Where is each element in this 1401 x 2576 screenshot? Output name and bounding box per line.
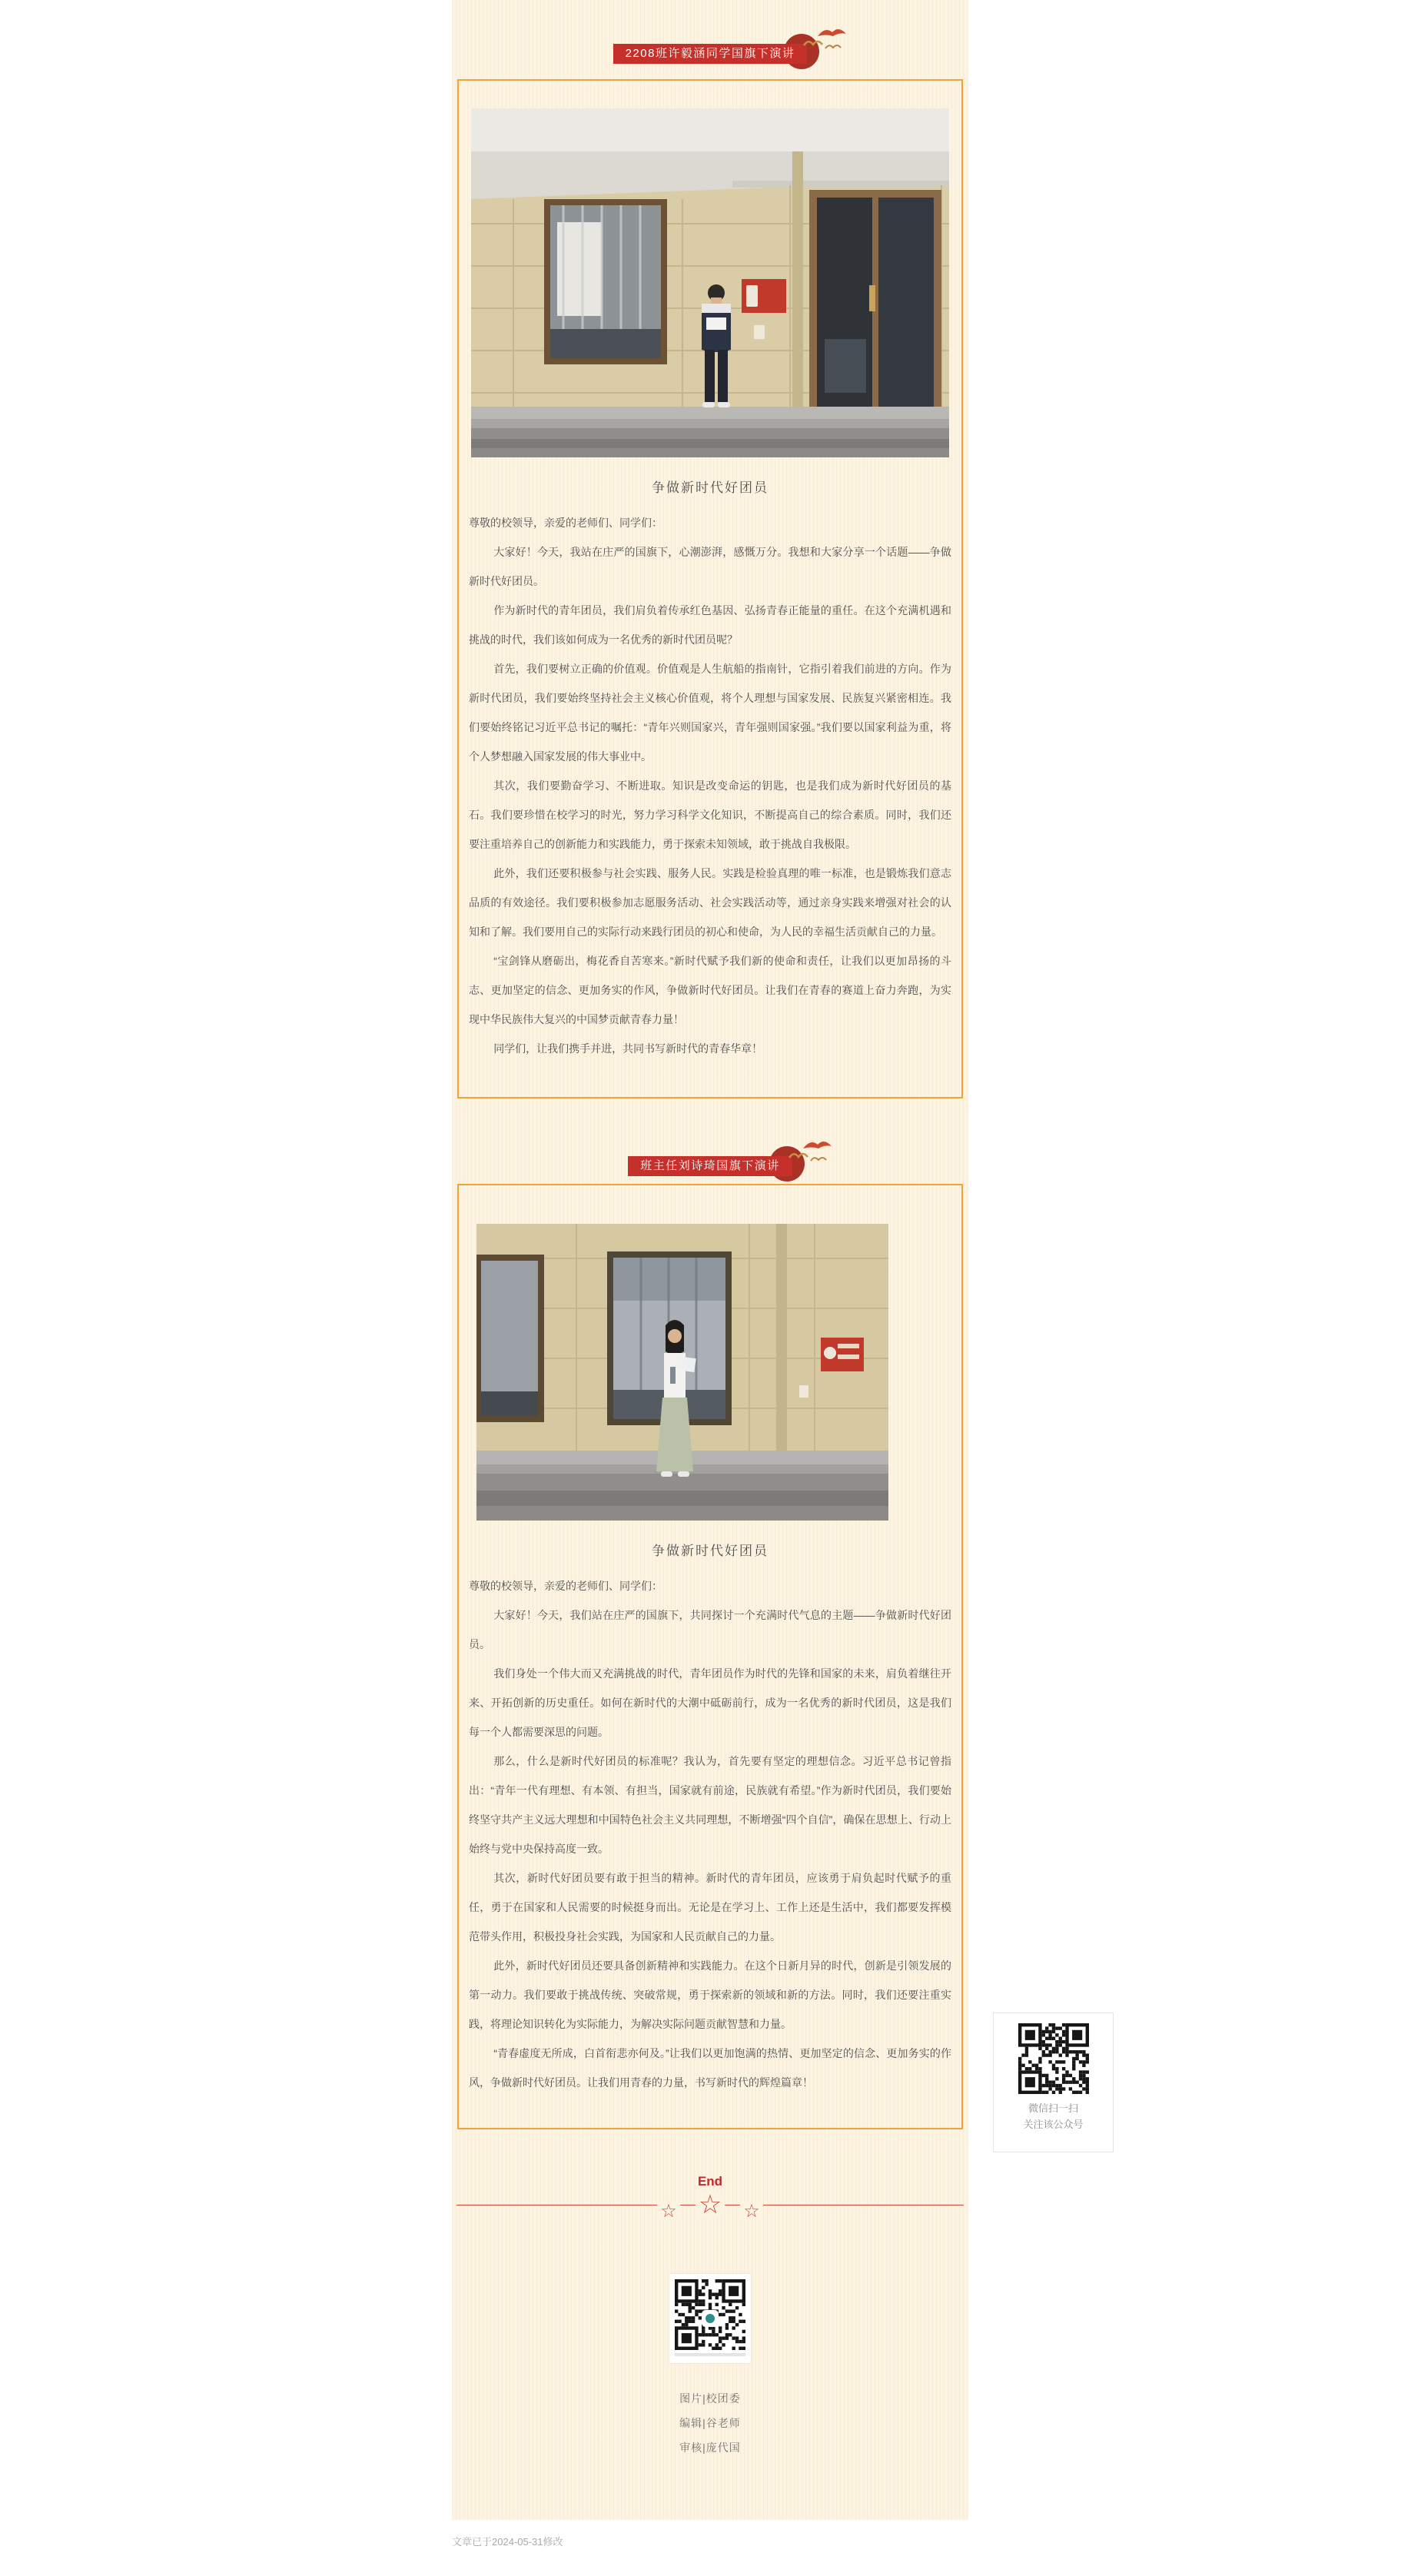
article-qr-code bbox=[669, 2274, 751, 2363]
photo-teacher-speech-image bbox=[476, 1224, 888, 1521]
photo-student-speech-image bbox=[471, 108, 949, 457]
photo-student-speech[interactable] bbox=[471, 108, 949, 457]
birds-icon bbox=[795, 24, 850, 61]
section2-paragraphs bbox=[469, 1600, 951, 2097]
star-icon: ☆ bbox=[657, 2202, 680, 2220]
section2-speech-text bbox=[469, 1571, 951, 2097]
section1-banner-title: 2208班许毅涵同学国旗下演讲 bbox=[613, 44, 808, 64]
speech-paragraph: 此外，我们还要积极参与社会实践、服务人民。实践是检验真理的唯一标准，也是锻炼我们意志品质的有效途径。我们要积极参加志愿服务活动、社会实践活动等，通过亲身实践来增强对社会的认知和了解。我们要用自己的实际行动来践行团员的初心和使命，为人民的幸福生活贡献自己的力量。 bbox=[469, 867, 951, 938]
birds-icon bbox=[780, 1136, 835, 1173]
section2-banner-title: 班主任刘诗琦国旗下演讲 bbox=[628, 1156, 792, 1176]
article-content-column bbox=[452, 0, 968, 2520]
section2-banner bbox=[452, 1156, 968, 1176]
end-divider bbox=[452, 2172, 968, 2222]
star-icon: ☆ bbox=[740, 2202, 763, 2220]
article-modified-note: 文章已于2024-05-31修改 bbox=[452, 2536, 563, 2548]
section1-banner bbox=[452, 44, 968, 64]
section1-speech-title: 争做新时代好团员 bbox=[652, 480, 769, 495]
qr-center-logo bbox=[702, 2310, 719, 2327]
speech-paragraph: “宝剑锋从磨砺出，梅花香自苦寒来。”新时代赋予我们新的使命和责任，让我们以更加昂扬的斗志、更加坚定的信念、更加务实的作风，争做新时代好团员。让我们在青春的赛道上奋力奔跑，为实现中华民族伟大复兴的中国梦贡献青春力量！ bbox=[469, 955, 951, 1025]
section1-box bbox=[457, 79, 963, 1099]
photo-teacher-speech[interactable] bbox=[476, 1224, 888, 1521]
speech-paragraph: 那么，什么是新时代好团员的标准呢？我认为，首先要有坚定的理想信念。习近平总书记曾指出：“青年一代有理想、有本领、有担当，国家就有前途，民族就有希望。”作为新时代团员，我们要始终坚守共产主义远大理想和中国特色社会主义共同理想，不断增强“四个自信”，确保在思想上、行动上始终与党中央保持高度一致。 bbox=[469, 1755, 951, 1855]
credit-line: 审核|庞代国 bbox=[679, 2441, 741, 2454]
section1-paragraphs bbox=[469, 537, 951, 1063]
follow-panel-line1: 微信扫一扫 bbox=[1028, 2102, 1078, 2114]
speech-paragraph: 其次，新时代好团员要有敢于担当的精神。新时代的青年团员，应该勇于肩负起时代赋予的重任，勇于在国家和人民需要的时候挺身而出。无论是在学习上、工作上还是生活中，我们都要发挥模范带头作用，积极投身社会实践，为国家和人民贡献自己的力量。 bbox=[469, 1872, 951, 1943]
speech-paragraph: 大家好！今天，我们站在庄严的国旗下，共同探讨一个充满时代气息的主题——争做新时代好团员。 bbox=[469, 1609, 951, 1650]
end-label: End bbox=[697, 2174, 723, 2189]
credits-list bbox=[452, 2386, 968, 2460]
section1-speech-text bbox=[469, 508, 951, 1063]
follow-panel-line2: 关注该公众号 bbox=[1023, 2119, 1084, 2130]
wechat-follow-panel bbox=[993, 2013, 1114, 2152]
speech-paragraph: 我们身处一个伟大而又充满挑战的时代，青年团员作为时代的先锋和国家的未来，肩负着继往开来、开拓创新的历史重任。如何在新时代的大潮中砥砺前行，成为一名优秀的新时代团员，这是我们每一个人都需要深思的问题。 bbox=[469, 1667, 951, 1738]
speech-paragraph: 作为新时代的青年团员，我们肩负着传承红色基因、弘扬青春正能量的重任。在这个充满机遇和挑战的时代，我们该如何成为一名优秀的新时代团员呢？ bbox=[469, 604, 951, 646]
section2-box bbox=[457, 1184, 963, 2129]
speech-paragraph: “青春虚度无所成，白首衔悲亦何及。”让我们以更加饱满的热情、更加坚定的信念、更加务实的作风，争做新时代好团员。让我们用青春的力量，书写新时代的辉煌篇章！ bbox=[469, 2047, 951, 2089]
section2-speech-title: 争做新时代好团员 bbox=[652, 1544, 769, 1558]
section2-greeting: 尊敬的校领导，亲爱的老师们、同学们： bbox=[469, 1580, 662, 1592]
qr-watermark bbox=[675, 2353, 745, 2356]
speech-paragraph: 首先，我们要树立正确的价值观。价值观是人生航船的指南针，它指引着我们前进的方向。作为新时代团员，我们要始终坚持社会主义核心价值观，将个人理想与国家发展、民族复兴紧密相连。我们要始终铭记习近平总书记的嘱托：“青年兴则国家兴，青年强则国家强。”我们要以国家利益为重，将个人梦想融入国家发展的伟大事业中。 bbox=[469, 663, 951, 763]
credit-line: 图片|校团委 bbox=[679, 2392, 741, 2405]
speech-paragraph: 此外，新时代好团员还要具备创新精神和实践能力。在这个日新月异的时代，创新是引领发展的第一动力。我们要敢于挑战传统、突破常规，勇于探索新的领域和新的方法。同时，我们还要注重实践，将理论知识转化为实际能力，为解决实际问题贡献智慧和力量。 bbox=[469, 1959, 951, 2030]
section1-greeting: 尊敬的校领导，亲爱的老师们、同学们： bbox=[469, 517, 662, 529]
credit-line: 编辑|谷老师 bbox=[679, 2417, 741, 2429]
follow-qr-code-image bbox=[1018, 2023, 1089, 2094]
speech-paragraph: 其次，我们要勤奋学习、不断进取。知识是改变命运的钥匙，也是我们成为新时代好团员的基石。我们要珍惜在校学习的时光，努力学习科学文化知识，不断提高自己的综合素质。同时，我们还要注重培养自己的创新能力和实践能力，勇于探索未知领域，敢于挑战自我极限。 bbox=[469, 779, 951, 850]
speech-paragraph: 大家好！今天，我站在庄严的国旗下，心潮澎湃，感慨万分。我想和大家分享一个话题——争做新时代好团员。 bbox=[469, 546, 951, 587]
speech-paragraph: 同学们，让我们携手并进，共同书写新时代的青春华章！ bbox=[493, 1042, 763, 1055]
star-icon: ☆ bbox=[696, 2192, 725, 2218]
